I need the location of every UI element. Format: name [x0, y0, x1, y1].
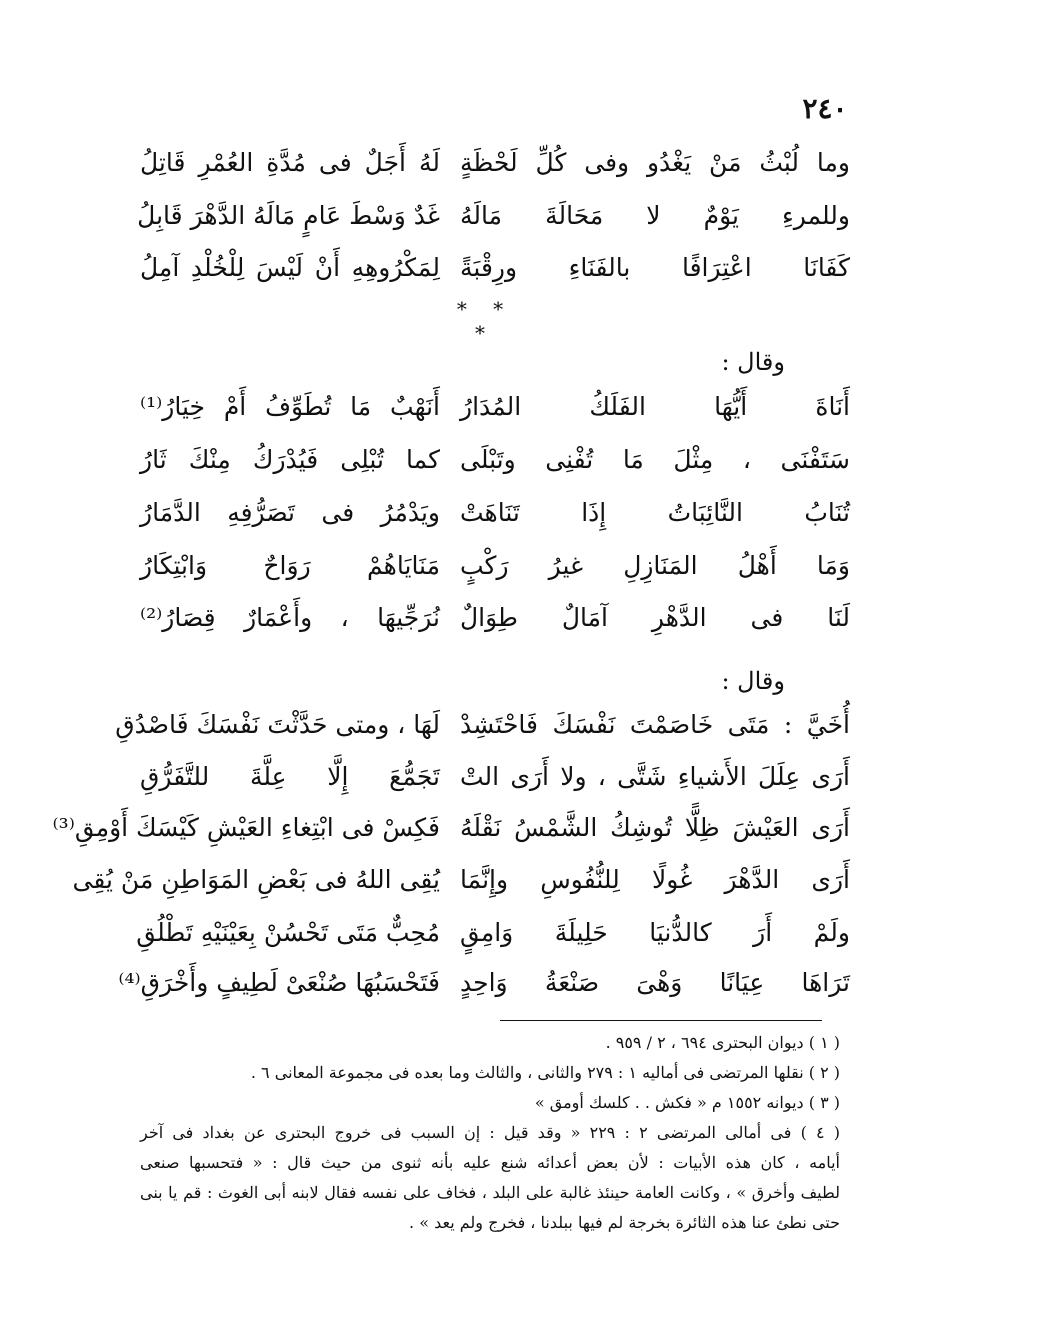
footnote-4-continued: لطيف وأخرق » ، وكانت العامة حينئذ غالبة على البلد ، فخاف على نفسه فقال لابنه أبى الغوث : قم يا بنى	[140, 1183, 841, 1202]
footnote-3: ( ٣ ) ديوانه ١٥٥٢ م « فكش . . كلسك أومق »	[534, 1093, 840, 1112]
verse-first-hemistich: ولَمْ أَرَ كالدُّنيَا حَلِيلَةَ وَامِقٍ	[460, 918, 850, 947]
verse-first-hemistich: تُنَابُ النَّائِبَاتُ إِذَا تَنَاهَتْ	[460, 498, 850, 527]
verse-second-hemistich: فَكِسْ فى ابْتِغاءِ العَيْشِ كَيْسَكَ أَوْمِقِ⁽³⁾	[52, 813, 440, 842]
verse	[0, 860, 1050, 900]
footnote-4-continued: حتى نطئ عنا هذه الثائرة بخرجة لم فيها ببلدنا ، فخرج ولم يعد » .	[409, 1213, 840, 1232]
verse	[0, 546, 1050, 586]
verse-first-hemistich: تَرَاهَا عِيَانًا وَهْىَ صَنْعَةُ وَاحِدٍ	[460, 968, 850, 997]
footnote-2: ( ٢ ) نقلها المرتضى فى أماليه ١ : ٢٧٩ والثانى ، والثالث وما بعده فى مجموعة المعانى ٦ .	[250, 1063, 840, 1082]
verse-second-hemistich: لِمَكْرُوهِهِ أَنْ لَيْسَ لِلْخُلْدِ آمِلُ	[140, 253, 440, 282]
verse-second-hemistich: أَنَهْبٌ مَا تُطَوِّفُ أَمْ خِيَارُ⁽¹⁾	[140, 392, 440, 421]
verse	[0, 757, 1050, 797]
verse-first-hemistich: كَفَانَا اعْتِرَافًا بالفَنَاءِ ورِقْبَةً	[460, 253, 850, 282]
verse-first-hemistich: سَتَفْنَى ، مِثْلَ مَا تُفْنِى وتَبْلَى	[460, 445, 850, 474]
verse-second-hemistich: مُحِبٌّ مَتَى تَحْسُنْ بِعَيْنَيْهِ تَطْلُقِ	[136, 918, 440, 947]
verse	[0, 913, 1050, 953]
verse	[0, 387, 1050, 427]
poem-intro: وقال :	[721, 348, 785, 376]
verse-second-hemistich: كما تُبْلِى فَيُدْرَكُ مِنْكَ ثَارُ	[140, 445, 440, 474]
footnotes	[140, 1028, 840, 1238]
verse	[0, 598, 1050, 638]
verse-second-hemistich: غَدٌ وَسْطَ عَامٍ مَالَهُ الدَّهْرَ قَابِلُ	[137, 201, 440, 230]
verse-second-hemistich: ويَدْمُرُ فى تَصَرُّفِهِ الدَّمَارُ	[140, 498, 440, 527]
verse-first-hemistich: أَرَى الدَّهْرَ غُولًا لِلنُّفُوسِ وإِنَّمَا	[460, 865, 850, 894]
verse-second-hemistich: لَهَا ، ومتى حَدَّثْتَ نَفْسَكَ فَاصْدُقِ	[115, 710, 440, 739]
verse-first-hemistich: أَنَاةَ أَيُّهَا الفَلَكُ المُدَارُ	[460, 392, 850, 421]
verse-first-hemistich: لَنَا فى الدَّهْرِ آمَالٌ طِوَالٌ	[460, 603, 850, 632]
verse	[0, 705, 1050, 745]
verse	[0, 808, 1050, 848]
verse	[0, 493, 1050, 533]
section-separator: * * *	[456, 297, 514, 345]
verse-first-hemistich: أَرَى العَيْشَ ظِلًّا تُوشِكُ الشَّمْسُ نَقْلَهُ	[460, 813, 850, 842]
footnote-4: ( ٤ ) فى أمالى المرتضى ٢ : ٢٢٩ « وقد قيل : إن السبب فى خروج البحترى عن بغداد فى آخر	[140, 1123, 841, 1142]
verse	[0, 963, 1050, 1003]
verse-second-hemistich: مَنَايَاهُمْ رَوَاحٌ وَابْتِكَارُ	[140, 551, 440, 580]
verse	[0, 440, 1050, 480]
verse-first-hemistich: أَرَى عِلَلَ الأَشياءِ شَتَّى ، ولا أَرَى التْ	[460, 762, 850, 791]
footnote-1: ( ١ ) ديوان البحترى ٦٩٤ ، ٢ / ٩٥٩ .	[605, 1033, 840, 1052]
verse-second-hemistich: يُقِى اللهُ فى بَعْضِ المَوَاطِنِ مَنْ يُقِى	[72, 865, 440, 894]
footnote-4-continued: أيامه ، كان هذه الأبيات : لأن بعض أعدائه شنع عليه بأنه ثنوى من حيث قال : « فتحسبها صنعى	[140, 1153, 841, 1172]
verse	[0, 196, 1050, 236]
verse-second-hemistich: لَهُ أَجَلٌ فى مُدَّةِ العُمْرِ قَاتِلُ	[140, 148, 440, 177]
verse-first-hemistich: أُخَيَّ : مَتَى خَاصَمْتَ نَفْسَكَ فَاحْتَشِدْ	[460, 710, 850, 739]
verse-second-hemistich: نُرَجِّيهَا ، وأَعْمَارٌ قِصَارُ⁽²⁾	[140, 603, 440, 632]
verse-first-hemistich: وللمرءِ يَوْمٌ لا مَحَالَةَ مَالَهُ	[460, 201, 850, 230]
verse	[0, 248, 1050, 288]
verse-second-hemistich: فَتَحْسَبُهَا صُنْعَىْ لَطِيفٍ وأَخْرَقِ⁽⁴⁾	[118, 968, 440, 997]
footnote-divider	[500, 1020, 822, 1021]
verse-first-hemistich: وما لُبْثُ مَنْ يَغْدُو وفى كُلِّ لَحْظَةٍ	[460, 148, 850, 177]
page-number: ٢٤٠	[802, 92, 848, 125]
verse	[0, 143, 1050, 183]
verse-first-hemistich: وَمَا أَهْلُ المَنَازِلِ غيرُ رَكْبٍ	[460, 551, 850, 580]
poem-intro: وقال :	[721, 667, 785, 695]
verse-second-hemistich: تَجَمُّعَ إِلَّا عِلَّةَ للتَّفَرُّقِ	[140, 762, 440, 791]
